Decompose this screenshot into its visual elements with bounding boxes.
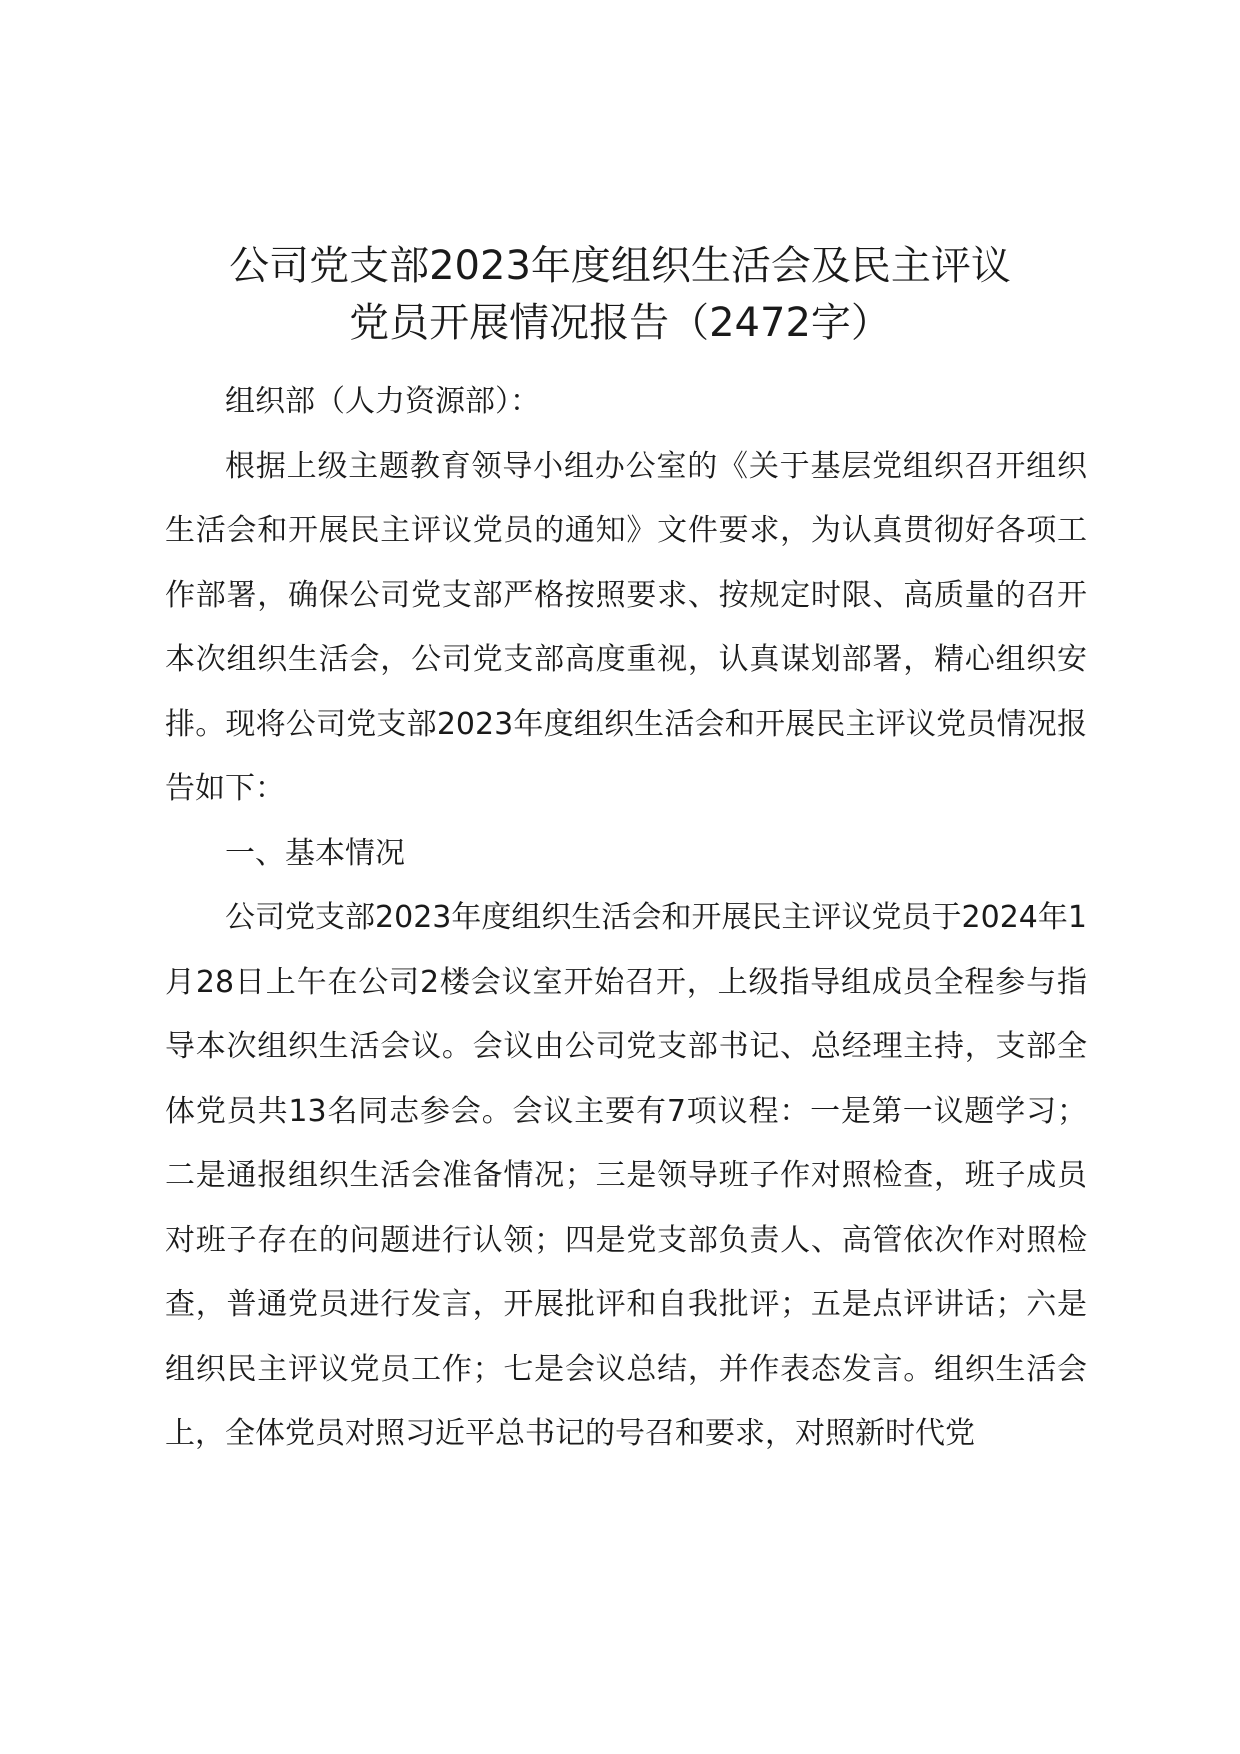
salutation: 组织部（人力资源部）： — [225, 384, 540, 419]
document-title — [150, 238, 1090, 352]
section-heading-basic-situation: 一、基本情况 — [225, 835, 405, 871]
title-line-1: 公司党支部2023年度组织生活会及民主评议 — [229, 243, 1011, 289]
title-line-2: 党员开展情况报告（2472字） — [349, 300, 891, 346]
paragraph-intro: 根据上级主题教育领导小组办公室的《关于基层党组织召开组织生活会和开展民主评议党员的通知》文件要求，为认真贯彻好各项工作部署，确保公司党支部严格按照要求、按规定时限、高质量的召开本次组织生活会，公司党支部高度重视，认真谋划部署，精心组织安排。现将公司党支部2023年度组织生活会和开展民主评议党员情况报告如下： — [165, 448, 1087, 806]
document-body — [165, 370, 1087, 1467]
paragraph-basic-situation: 公司党支部2023年度组织生活会和开展民主评议党员于2024年1月28日上午在公司2楼会议室开始召开，上级指导组成员全程参与指导本次组织生活会议。会议由公司党支部书记、总经理主持，支部全体党员共13名同志参会。会议主要有7项议程：一是第一议题学习；二是通报组织生活会准备情况；三是领导班子作对照检查，班子成员对班子存在的问题进行认领；四是党支部负责人、高管依次作对照检查，普通党员进行发言，开展批评和自我批评；五是点评讲话；六是组织民主评议党员工作；七是会议总结，并作表态发言。组织生活会上，全体党员对照习近平总书记的号召和要求，对照新时代党 — [165, 900, 1087, 1451]
